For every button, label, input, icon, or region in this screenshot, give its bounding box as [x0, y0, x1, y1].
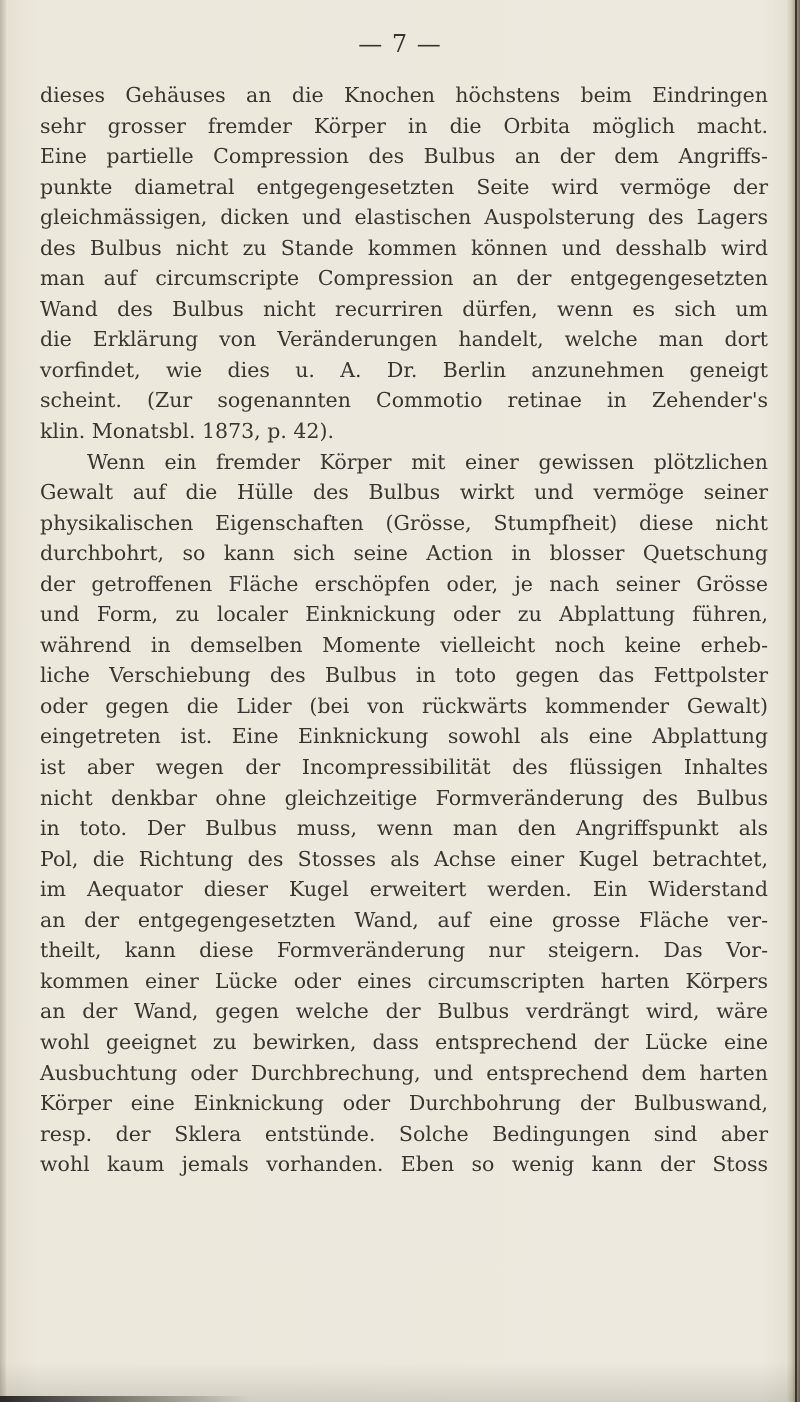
text-line: im Aequator dieser Kugel erweitert werden. Ein Widerstand — [40, 877, 768, 902]
text-line: die Erklärung von Veränderungen handelt, welche man dort — [40, 327, 768, 352]
text-line: Wand des Bulbus nicht recurriren dürfen, wenn es sich um — [40, 296, 768, 321]
text-line: Gewalt auf die Hülle des Bulbus wirkt und vermöge seiner — [40, 480, 768, 505]
text-line: nicht denkbar ohne gleichzeitige Formveränderung des Bulbus — [40, 785, 768, 810]
text-line: durchbohrt, so kann sich seine Action in blosser Quetschung — [40, 541, 768, 566]
text-line: dieses Gehäuses an die Knochen höchstens beim Eindringen — [40, 83, 768, 107]
text-line: wohl kaum jemals vorhanden. Eben so wenig kann der Stoss — [40, 1152, 768, 1177]
text-line: und Form, zu localer Einknickung oder zu Abplattung führen, — [40, 602, 768, 627]
body-text — [40, 80, 768, 1180]
text-line: Pol, die Richtung des Stosses als Achse einer Kugel betrachtet, — [40, 846, 768, 871]
text-line: Körper eine Einknickung oder Durchbohrung der Bulbuswand, — [40, 1091, 768, 1116]
text-line: an der Wand, gegen welche der Bulbus verdrängt wird, wäre — [40, 999, 768, 1024]
text-line: vorfindet, wie dies u. A. Dr. Berlin anzunehmen geneigt — [40, 357, 768, 382]
text-line: punkte diametral entgegengesetzten Seite wird vermöge der — [40, 174, 768, 199]
text-line: physikalischen Eigenschaften (Grösse, Stumpfheit) diese nicht — [40, 510, 768, 535]
text-line: der getroffenen Fläche erschöpfen oder, je nach seiner Grösse — [40, 571, 768, 596]
text-line: resp. der Sklera entstünde. Solche Bedingungen sind aber — [40, 1121, 768, 1146]
paragraph-start-line: Wenn ein fremder Körper mit einer gewissen plötzlichen — [87, 449, 768, 474]
page-left-edge — [0, 0, 6, 1402]
text-line: in toto. Der Bulbus muss, wenn man den Angriffspunkt als — [40, 816, 768, 841]
text-line: man auf circumscripte Compression an der entgegengesetzten — [40, 266, 768, 291]
text-line: scheint. (Zur sogenannten Commotio retinae in Zehender's — [40, 388, 768, 413]
text-line: während in demselben Momente vielleicht noch keine erheb- — [40, 632, 768, 657]
text-line: oder gegen die Lider (bei von rückwärts kommender Gewalt) — [40, 693, 768, 718]
text-line: ist aber wegen der Incompressibilität des flüssigen Inhaltes — [40, 755, 768, 780]
text-line: Eine partielle Compression des Bulbus an der dem Angriffs- — [40, 144, 768, 169]
text-line: sehr grosser fremder Körper in die Orbita möglich macht. — [40, 113, 768, 138]
text-line: an der entgegengesetzten Wand, auf eine grosse Fläche ver- — [40, 907, 768, 932]
text-line: des Bulbus nicht zu Stande kommen können und desshalb wird — [40, 235, 768, 260]
page-spine-edge — [786, 0, 800, 1402]
text-line: gleichmässigen, dicken und elastischen Auspolsterung des Lagers — [40, 205, 768, 230]
text-line: Ausbuchtung oder Durchbrechung, und entsprechend dem harten — [40, 1060, 768, 1085]
text-line: klin. Monatsbl. 1873, p. 42). — [40, 419, 334, 444]
text-line: kommen einer Lücke oder eines circumscripten harten Körpers — [40, 968, 768, 993]
text-line: wohl geeignet zu bewirken, dass entsprechend der Lücke eine — [40, 1029, 768, 1054]
page-number: — 7 — — [358, 30, 442, 58]
text-line: theilt, kann diese Formveränderung nur steigern. Das Vor- — [40, 938, 768, 963]
page-bottom-shadow — [0, 1362, 800, 1402]
text-line: liche Verschiebung des Bulbus in toto gegen das Fettpolster — [40, 663, 768, 688]
text-line: eingetreten ist. Eine Einknickung sowohl als eine Abplattung — [40, 724, 768, 749]
